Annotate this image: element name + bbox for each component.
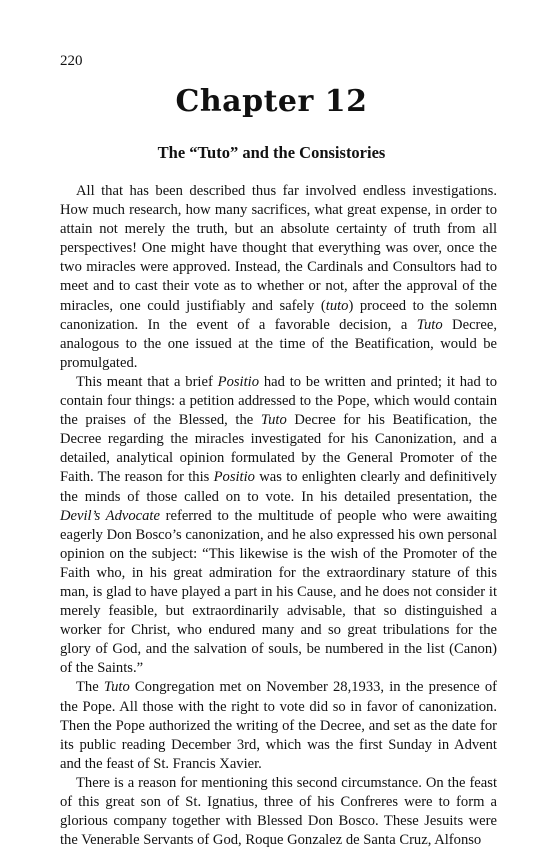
text-run: ) proceed to the solemn canonization. In the event of a favorable decision, a <box>60 297 497 333</box>
page-number: 220 <box>60 53 83 69</box>
text-run: referred to the multitude of people who were awaiting eagerly Don Bosco’s canonization, and he also expressed his own personal opinion on the subject: “This likewise is the wish of the Promoter of the Faith who, in his great admiration for the extraordinary stature of this man, is glad to have played a part in his Cause, and he does not consider it merely feasible, but extraordinarily advisable, that so distinguished a worker for Christ, who endured many and so great tribulations for the glory of God, and the salvation of souls, be numbered in the list (Canon) of the Saints.” <box>60 507 497 677</box>
paragraph <box>60 182 497 373</box>
italic-run: tuto <box>325 297 349 314</box>
paragraph <box>60 678 497 773</box>
italic-run: Devil’s Advocate <box>60 507 160 524</box>
chapter-subtitle: The “Tuto” and the Consistories <box>157 143 386 162</box>
text-run: Decree, analogous to the one issued at the time of the Beatification, would be promulgated. <box>60 316 498 371</box>
italic-run: Tuto <box>416 316 443 333</box>
text-run: Decree for his Beatification, the Decree regarding the miracles investigated for his Canonization, and a detailed, analytical opinion formulated by the General Promoter of the Faith. The reason for this <box>60 412 498 486</box>
body-text <box>60 182 497 850</box>
paragraph <box>60 373 497 679</box>
italic-run: Positio <box>217 373 260 390</box>
text-run: There is a reason for mentioning this second circumstance. On the feast of this great son of St. Ignatius, three of his Confreres were to form a glorious company together with Blessed Don Bosco. These Jesuits were the Venerable Servants of God, Roque Gonzalez de Santa Cruz, Alfonso <box>60 774 497 849</box>
italic-run: Tuto <box>103 679 130 696</box>
text-run: All that has been described thus far involved endless investigations. How much research, how many sacrifices, what great expense, in order to attain not merely the truth, but an absolute certainty of truth from all perspectives! One might have thought that everything was over, once the two miracles were approved. Instead, the Cardinals and Consultors had to meet and to cast their vote as to whether or not, after the approval of the miracles, one could justifiably and safely ( <box>60 183 497 314</box>
chapter-heading: Chapter 12 <box>175 84 368 119</box>
text-run: The <box>76 679 104 696</box>
paragraph <box>60 774 497 850</box>
italic-run: Positio <box>213 469 255 486</box>
text-run: This meant that a brief <box>76 373 218 390</box>
text-run: Congregation met on November 28,1933, in the presence of the Pope. All those with the right to vote did so in favor of canonization. Then the Pope authorized the writing of the Decree, and set as the date for its public reading December 3rd, which was the first Sunday in Advent and the feast of St. Francis Xavier. <box>60 679 497 772</box>
italic-run: Tuto <box>260 412 287 429</box>
text-run: had to be written and printed; it had to contain four things: a petition addressed to the Pope, which would contain the praises of the Blessed, the <box>60 373 497 429</box>
text-run: was to enlighten clearly and definitively the minds of those called on to vote. In his detailed presentation, the <box>60 469 497 505</box>
